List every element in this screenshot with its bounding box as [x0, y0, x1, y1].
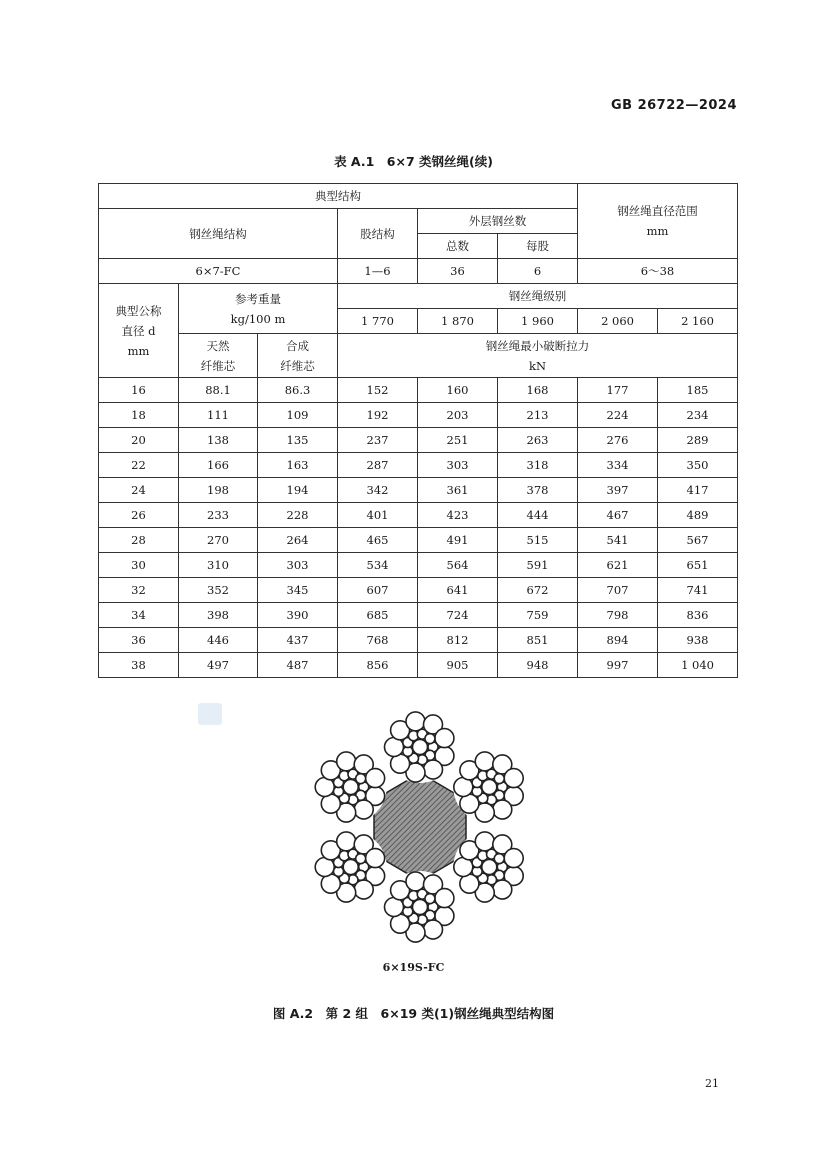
- outer-wires-header: 外层钢丝数: [418, 209, 578, 234]
- wire: [482, 860, 497, 875]
- table-cell: 378: [498, 478, 578, 503]
- wire: [406, 712, 425, 731]
- table-cell: 724: [418, 603, 498, 628]
- table-cell: 234: [658, 403, 738, 428]
- per-strand-header: 每股: [498, 234, 578, 259]
- table-cell: 270: [179, 528, 258, 553]
- table-cell: 444: [498, 503, 578, 528]
- table-cell: 237: [338, 428, 418, 453]
- table-row: [99, 378, 738, 403]
- table-cell: 22: [99, 453, 179, 478]
- table-cell: 812: [418, 628, 498, 653]
- typical-structure-header: 典型结构: [99, 184, 578, 209]
- table-cell: 213: [498, 403, 578, 428]
- table-cell: 398: [179, 603, 258, 628]
- table-cell: 541: [578, 528, 658, 553]
- table-row: [99, 428, 738, 453]
- strand: [453, 831, 525, 903]
- table-cell: 289: [658, 428, 738, 453]
- structure-total-value: 36: [418, 259, 498, 284]
- table-row: [99, 403, 738, 428]
- figure-caption: 图 A.2 第 2 组 6×19 类(1)钢丝绳典型结构图: [272, 1006, 555, 1021]
- grade-value: 2 160: [658, 309, 738, 334]
- table-cell: 30: [99, 553, 179, 578]
- table-cell: 334: [578, 453, 658, 478]
- table-cell: 318: [498, 453, 578, 478]
- table-cell: 16: [99, 378, 179, 403]
- table-body: [99, 378, 738, 678]
- table-cell: 390: [258, 603, 338, 628]
- wire-rope-table: [98, 183, 738, 678]
- table-cell: 564: [418, 553, 498, 578]
- table-row: [99, 553, 738, 578]
- table-cell: 465: [338, 528, 418, 553]
- table-cell: 109: [258, 403, 338, 428]
- table-cell: 86.3: [258, 378, 338, 403]
- rope-structure-header: 钢丝绳结构: [99, 209, 338, 259]
- synthetic-core-header: 合成 纤维芯: [258, 334, 338, 378]
- figure-label: 6×19S-FC: [382, 961, 445, 974]
- wire: [413, 900, 428, 915]
- table-cell: 111: [179, 403, 258, 428]
- table-row: [99, 653, 738, 678]
- table-cell: 707: [578, 578, 658, 603]
- nominal-diameter-header: 典型公称 直径 d mm: [99, 284, 179, 378]
- table-cell: 437: [258, 628, 338, 653]
- rope-cross-section-diagram: [305, 705, 535, 950]
- structure-per-strand-value: 6: [498, 259, 578, 284]
- table-cell: 685: [338, 603, 418, 628]
- table-cell: 467: [578, 503, 658, 528]
- strand: [453, 751, 525, 823]
- table-caption: 表 A.1 6×7 类钢丝绳(续): [334, 154, 493, 169]
- table-cell: 997: [578, 653, 658, 678]
- table-cell: 1 040: [658, 653, 738, 678]
- table-row: [99, 578, 738, 603]
- table-cell: 497: [179, 653, 258, 678]
- grade-value: 1 870: [418, 309, 498, 334]
- table-cell: 166: [179, 453, 258, 478]
- table-cell: 228: [258, 503, 338, 528]
- table-cell: 491: [418, 528, 498, 553]
- table-cell: 446: [179, 628, 258, 653]
- table-cell: 20: [99, 428, 179, 453]
- table-cell: 192: [338, 403, 418, 428]
- table-cell: 905: [418, 653, 498, 678]
- grade-value: 1 770: [338, 309, 418, 334]
- wire: [337, 832, 356, 851]
- table-cell: 203: [418, 403, 498, 428]
- table-row: [99, 528, 738, 553]
- table-cell: 18: [99, 403, 179, 428]
- table-cell: 185: [658, 378, 738, 403]
- table-cell: 26: [99, 503, 179, 528]
- table-cell: 352: [179, 578, 258, 603]
- watermark-logo: [198, 703, 222, 725]
- table-cell: 251: [418, 428, 498, 453]
- table-cell: 38: [99, 653, 179, 678]
- table-cell: 350: [658, 453, 738, 478]
- table-cell: 34: [99, 603, 179, 628]
- table-cell: 641: [418, 578, 498, 603]
- table-cell: 233: [179, 503, 258, 528]
- table-cell: 88.1: [179, 378, 258, 403]
- table-cell: 303: [258, 553, 338, 578]
- table-cell: 567: [658, 528, 738, 553]
- table-cell: 342: [338, 478, 418, 503]
- table-cell: 401: [338, 503, 418, 528]
- table-row: [99, 628, 738, 653]
- table-cell: 32: [99, 578, 179, 603]
- table-row: [99, 503, 738, 528]
- wire: [475, 752, 494, 771]
- table-cell: 361: [418, 478, 498, 503]
- wire: [413, 740, 428, 755]
- wire: [475, 832, 494, 851]
- table-cell: 489: [658, 503, 738, 528]
- strand: [315, 751, 387, 823]
- table-cell: 152: [338, 378, 418, 403]
- table-cell: 651: [658, 553, 738, 578]
- table-cell: 177: [578, 378, 658, 403]
- strand: [315, 831, 387, 903]
- diameter-range-header: 钢丝绳直径范围 mm: [578, 184, 738, 259]
- fiber-core: [374, 773, 466, 881]
- table-cell: 591: [498, 553, 578, 578]
- total-header: 总数: [418, 234, 498, 259]
- table-cell: 198: [179, 478, 258, 503]
- strand: [384, 871, 456, 943]
- natural-core-header: 天然 纤维芯: [179, 334, 258, 378]
- ref-weight-header: 参考重量 kg/100 m: [179, 284, 338, 334]
- table-cell: 160: [418, 378, 498, 403]
- strand-structure-header: 股结构: [338, 209, 418, 259]
- table-cell: 487: [258, 653, 338, 678]
- table-cell: 851: [498, 628, 578, 653]
- table-cell: 345: [258, 578, 338, 603]
- table-cell: 741: [658, 578, 738, 603]
- wire: [406, 872, 425, 891]
- table-cell: 397: [578, 478, 658, 503]
- table-cell: 607: [338, 578, 418, 603]
- structure-strand-value: 1—6: [338, 259, 418, 284]
- grade-value: 1 960: [498, 309, 578, 334]
- table-cell: 224: [578, 403, 658, 428]
- table-cell: 168: [498, 378, 578, 403]
- table-cell: 534: [338, 553, 418, 578]
- table-cell: 276: [578, 428, 658, 453]
- table-cell: 287: [338, 453, 418, 478]
- page-number: 21: [705, 1077, 719, 1090]
- table-cell: 303: [418, 453, 498, 478]
- table-cell: 264: [258, 528, 338, 553]
- table-cell: 768: [338, 628, 418, 653]
- table-cell: 423: [418, 503, 498, 528]
- breaking-force-header: 钢丝绳最小破断拉力 kN: [338, 334, 738, 378]
- table-row: [99, 603, 738, 628]
- table-cell: 263: [498, 428, 578, 453]
- table-cell: 310: [179, 553, 258, 578]
- standard-number: GB 26722—2024: [610, 98, 737, 113]
- table-cell: 621: [578, 553, 658, 578]
- wire: [337, 752, 356, 771]
- table-cell: 856: [338, 653, 418, 678]
- table-cell: 194: [258, 478, 338, 503]
- table-cell: 28: [99, 528, 179, 553]
- table-cell: 135: [258, 428, 338, 453]
- table-row: [99, 478, 738, 503]
- strand: [384, 711, 456, 783]
- table-cell: 938: [658, 628, 738, 653]
- wire: [482, 780, 497, 795]
- structure-range-value: 6～38: [578, 259, 738, 284]
- table-cell: 894: [578, 628, 658, 653]
- table-cell: 798: [578, 603, 658, 628]
- table-cell: 672: [498, 578, 578, 603]
- grade-header: 钢丝绳级别: [338, 284, 738, 309]
- table-cell: 138: [179, 428, 258, 453]
- table-row: [99, 453, 738, 478]
- table-cell: 948: [498, 653, 578, 678]
- structure-rope-value: 6×7-FC: [99, 259, 338, 284]
- table-cell: 836: [658, 603, 738, 628]
- table-cell: 163: [258, 453, 338, 478]
- table-cell: 515: [498, 528, 578, 553]
- table-cell: 36: [99, 628, 179, 653]
- table-cell: 759: [498, 603, 578, 628]
- table-cell: 417: [658, 478, 738, 503]
- table-cell: 24: [99, 478, 179, 503]
- grade-value: 2 060: [578, 309, 658, 334]
- wire: [343, 860, 358, 875]
- wire: [343, 780, 358, 795]
